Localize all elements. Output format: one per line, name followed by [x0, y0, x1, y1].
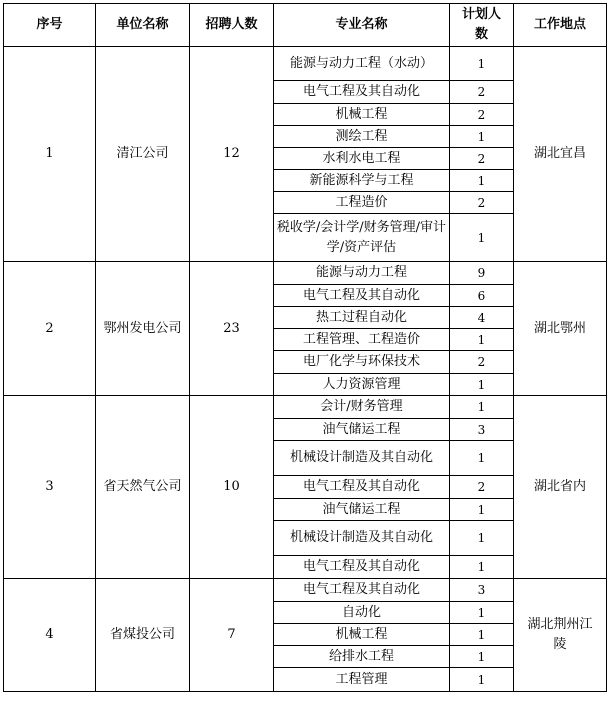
table-row: [4, 396, 607, 419]
major-cell: 电厂化学与环保技术: [274, 351, 450, 374]
table-row: [4, 579, 607, 602]
header-no: 序号: [4, 4, 96, 47]
major-cell: 新能源科学与工程: [274, 170, 450, 192]
major-cell: 热工过程自动化: [274, 307, 450, 329]
group-recruit: 12: [190, 47, 274, 262]
group-recruit: 7: [190, 579, 274, 692]
plan-count-cell: 1: [450, 126, 514, 148]
group-unit: 清江公司: [96, 47, 190, 262]
plan-count-cell: 1: [450, 170, 514, 192]
header-row: [4, 4, 607, 47]
major-cell: 水利水电工程: [274, 148, 450, 170]
major-cell: 电气工程及其自动化: [274, 285, 450, 307]
major-cell: 电气工程及其自动化: [274, 81, 450, 104]
major-cell: 油气储运工程: [274, 499, 450, 521]
group-location: 湖北宜昌: [514, 47, 607, 262]
plan-count-cell: 1: [450, 602, 514, 624]
plan-count-cell: 9: [450, 262, 514, 285]
major-cell: 给排水工程: [274, 646, 450, 668]
major-cell: 工程管理: [274, 668, 450, 692]
header-plan: 计划人数: [450, 4, 514, 47]
plan-count-cell: 1: [450, 556, 514, 579]
plan-count-cell: 2: [450, 192, 514, 214]
major-cell: 税收学/会计学/财务管理/审计学/资产评估: [274, 214, 450, 262]
plan-count-cell: 2: [450, 104, 514, 126]
major-cell: 电气工程及其自动化: [274, 476, 450, 499]
plan-count-cell: 1: [450, 396, 514, 419]
major-cell: 油气储运工程: [274, 419, 450, 441]
major-cell: 机械设计制造及其自动化: [274, 521, 450, 556]
plan-count-cell: 6: [450, 285, 514, 307]
table-row: [4, 262, 607, 285]
group-unit: 鄂州发电公司: [96, 262, 190, 396]
plan-count-cell: 1: [450, 624, 514, 646]
group-unit: 省煤投公司: [96, 579, 190, 692]
group-location: 湖北省内: [514, 396, 607, 579]
header-major: 专业名称: [274, 4, 450, 47]
header-unit: 单位名称: [96, 4, 190, 47]
group-recruit: 23: [190, 262, 274, 396]
major-cell: 自动化: [274, 602, 450, 624]
major-cell: 会计/财务管理: [274, 396, 450, 419]
plan-count-cell: 2: [450, 81, 514, 104]
group-no: 2: [4, 262, 96, 396]
group-location: 湖北鄂州: [514, 262, 607, 396]
plan-count-cell: 2: [450, 351, 514, 374]
major-cell: 机械设计制造及其自动化: [274, 441, 450, 476]
major-cell: 人力资源管理: [274, 374, 450, 396]
group-recruit: 10: [190, 396, 274, 579]
group-location: 湖北荆州江陵: [514, 579, 607, 692]
plan-count-cell: 1: [450, 214, 514, 262]
major-cell: 测绘工程: [274, 126, 450, 148]
plan-count-cell: 2: [450, 476, 514, 499]
plan-count-cell: 1: [450, 668, 514, 692]
major-cell: 电气工程及其自动化: [274, 579, 450, 602]
group-no: 4: [4, 579, 96, 692]
group-unit: 省天然气公司: [96, 396, 190, 579]
plan-count-cell: 1: [450, 374, 514, 396]
recruitment-table: [3, 3, 607, 692]
plan-count-cell: 1: [450, 441, 514, 476]
plan-count-cell: 3: [450, 419, 514, 441]
major-cell: 能源与动力工程: [274, 262, 450, 285]
major-cell: 电气工程及其自动化: [274, 556, 450, 579]
header-recruit: 招聘人数: [190, 4, 274, 47]
major-cell: 工程管理、工程造价: [274, 329, 450, 351]
header-location: 工作地点: [514, 4, 607, 47]
major-cell: 机械工程: [274, 624, 450, 646]
plan-count-cell: 1: [450, 329, 514, 351]
table-row: [4, 47, 607, 81]
major-cell: 机械工程: [274, 104, 450, 126]
plan-count-cell: 1: [450, 646, 514, 668]
major-cell: 能源与动力工程（水动）: [274, 47, 450, 81]
plan-count-cell: 1: [450, 47, 514, 81]
group-no: 3: [4, 396, 96, 579]
plan-count-cell: 1: [450, 521, 514, 556]
plan-count-cell: 1: [450, 499, 514, 521]
plan-count-cell: 2: [450, 148, 514, 170]
plan-count-cell: 4: [450, 307, 514, 329]
major-cell: 工程造价: [274, 192, 450, 214]
plan-count-cell: 3: [450, 579, 514, 602]
group-no: 1: [4, 47, 96, 262]
table-body: [4, 47, 607, 692]
